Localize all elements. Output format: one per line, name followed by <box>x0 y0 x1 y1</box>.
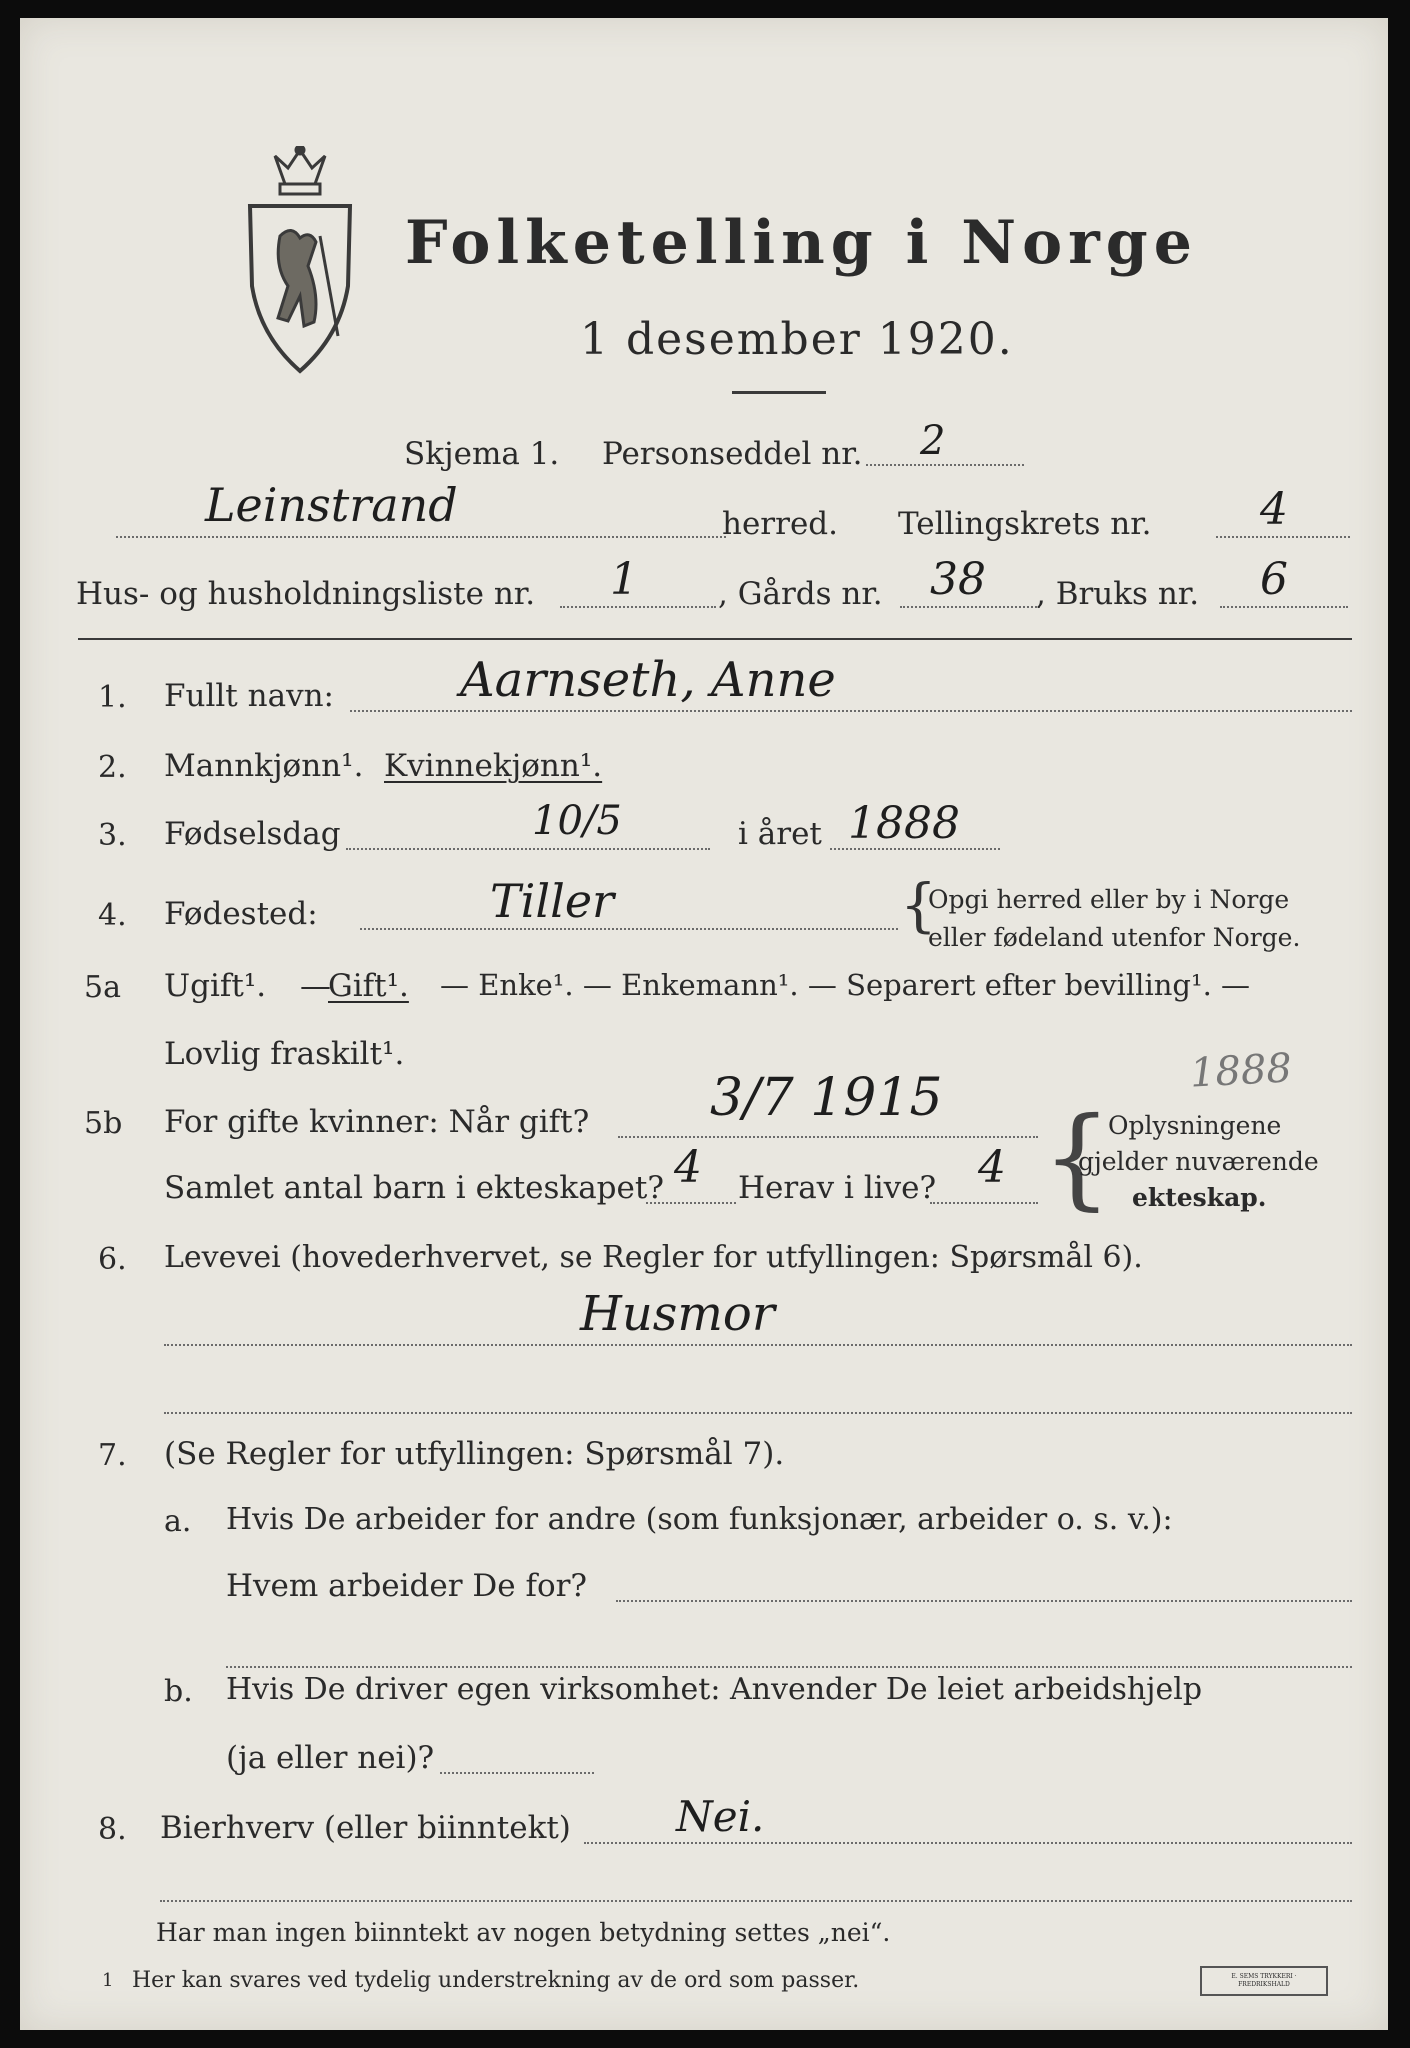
husholdningsliste-line <box>560 606 716 608</box>
q7b-line <box>440 1772 594 1774</box>
q8-line-1 <box>584 1842 1352 1844</box>
q5b-note-1: Oplysningene <box>1108 1111 1282 1140</box>
q5a-dash: — <box>300 968 331 1004</box>
q4-brace: { <box>900 871 937 939</box>
title-divider <box>732 391 826 394</box>
q3-year-label: i året <box>738 816 822 852</box>
census-form <box>20 18 1388 2030</box>
q5b-alive-line <box>930 1202 1038 1204</box>
personseddel-value[interactable]: 2 <box>920 418 946 464</box>
q2-number: 2. <box>98 750 127 785</box>
herred-label: herred. <box>722 506 838 542</box>
bruks-label: , Bruks nr. <box>1036 576 1200 612</box>
footnote-text: Her kan svares ved tydelig understrekning av de ord som passer. <box>132 1968 860 1993</box>
q5b-note-3: ekteskap. <box>1132 1183 1267 1212</box>
herred-line <box>116 536 726 538</box>
printer-stamp-text: E. SEMS TRYKKERI · FREDRIKSHALD <box>1231 1973 1297 1988</box>
q5b-label: For gifte kvinner: Når gift? <box>164 1104 590 1140</box>
q8-number: 8. <box>98 1812 127 1847</box>
footer-note: Har man ingen biinntekt av nogen betydning settes „nei“. <box>156 1918 891 1947</box>
q5b-alive-label: Herav i live? <box>738 1170 937 1206</box>
personseddel-line <box>866 464 1024 466</box>
q7b-text2: (ja eller nei)? <box>226 1740 435 1776</box>
q5b-alive-value[interactable]: 4 <box>978 1142 1006 1193</box>
q4-note-2: eller fødeland utenfor Norge. <box>928 923 1301 952</box>
q1-number: 1. <box>98 680 127 715</box>
gards-line <box>900 606 1040 608</box>
gards-label: , Gårds nr. <box>718 576 883 612</box>
q3-label: Fødselsdag <box>164 816 341 852</box>
bruks-line <box>1220 606 1348 608</box>
q2-female: Kvinnekjønn¹. <box>384 748 603 784</box>
q7a-text: Hvis De arbeider for andre (som funksjonær, arbeider o. s. v.): <box>226 1502 1173 1537</box>
q4-line <box>360 928 898 930</box>
q4-value[interactable]: Tiller <box>490 874 615 928</box>
q5a-options: — Enke¹. — Enkemann¹. — Separert efter bevilling¹. — <box>440 968 1251 1002</box>
husholdningsliste-value[interactable]: 1 <box>610 554 638 605</box>
skjema-label: Skjema 1. <box>404 436 560 472</box>
q4-number: 4. <box>98 898 127 933</box>
q7a-text2: Hvem arbeider De for? <box>226 1568 588 1604</box>
q7-label: (Se Regler for utfyllingen: Spørsmål 7). <box>164 1436 785 1472</box>
tellingskrets-line <box>1216 536 1350 538</box>
q7b-letter: b. <box>164 1674 193 1709</box>
q1-line <box>350 710 1352 712</box>
q3-number: 3. <box>98 818 127 853</box>
q5b-note-2: gjelder nuværende <box>1078 1147 1319 1176</box>
q5b-children-line <box>646 1202 736 1204</box>
q6-line-1 <box>164 1344 1352 1346</box>
q4-note-1: Opgi herred eller by i Norge <box>928 885 1290 914</box>
tellingskrets-value[interactable]: 4 <box>1260 484 1288 535</box>
q7a-letter: a. <box>164 1504 192 1539</box>
q8-line-2 <box>160 1900 1352 1902</box>
census-date: 1 desember 1920. <box>580 314 1014 365</box>
q5a-ugift: Ugift¹. <box>164 968 267 1004</box>
q6-line-2 <box>164 1412 1352 1414</box>
q2-male: Mannkjønn¹. <box>164 748 364 784</box>
q5b-children-label: Samlet antal barn i ekteskapet? <box>164 1170 664 1206</box>
q5a-fraskilt: Lovlig fraskilt¹. <box>164 1036 405 1072</box>
q5b-brace: { <box>1042 1093 1112 1221</box>
q4-label: Fødested: <box>164 896 318 932</box>
q8-label: Bierhverv (eller biinntekt) <box>160 1810 571 1846</box>
q5b-margin-note: 1888 <box>1188 1045 1293 1097</box>
q5b-number: 5b <box>84 1106 123 1141</box>
norway-coat-of-arms-icon <box>230 146 370 376</box>
q7b-text: Hvis De driver egen virksomhet: Anvender De leiet arbeidshjelp <box>226 1672 1203 1707</box>
q3-day-line <box>346 848 710 850</box>
bruks-value[interactable]: 6 <box>1260 554 1288 605</box>
q7a-line-1 <box>616 1600 1352 1602</box>
q5b-married-line <box>618 1136 1038 1138</box>
q7-number: 7. <box>98 1438 127 1473</box>
q5a-gift: Gift¹. <box>328 968 409 1004</box>
q3-year-value[interactable]: 1888 <box>848 798 960 849</box>
q6-value[interactable]: Husmor <box>580 1286 775 1342</box>
footnote-number: 1 <box>102 1970 114 1991</box>
q7a-line-2 <box>226 1666 1352 1668</box>
q1-label: Fullt navn: <box>164 678 334 714</box>
form-title: Folketelling i Norge <box>405 208 1198 278</box>
personseddel-label: Personseddel nr. <box>602 436 863 472</box>
herred-value[interactable]: Leinstrand <box>205 478 458 532</box>
printer-stamp <box>1200 1966 1328 1996</box>
q1-value[interactable]: Aarnseth, Anne <box>460 652 836 708</box>
q6-label: Levevei (hovederhvervet, se Regler for utfyllingen: Spørsmål 6). <box>164 1240 1143 1275</box>
tellingskrets-label: Tellingskrets nr. <box>898 506 1152 542</box>
q3-day-value[interactable]: 10/5 <box>532 798 622 844</box>
gards-value[interactable]: 38 <box>930 554 986 605</box>
q5a-number: 5a <box>84 970 121 1005</box>
husholdningsliste-label: Hus- og husholdningsliste nr. <box>76 576 536 612</box>
q6-number: 6. <box>98 1242 127 1277</box>
q8-value[interactable]: Nei. <box>676 1792 765 1841</box>
header-divider <box>78 638 1352 640</box>
q5b-married-value[interactable]: 3/7 1915 <box>710 1068 943 1128</box>
q5b-children-value[interactable]: 4 <box>674 1142 702 1193</box>
